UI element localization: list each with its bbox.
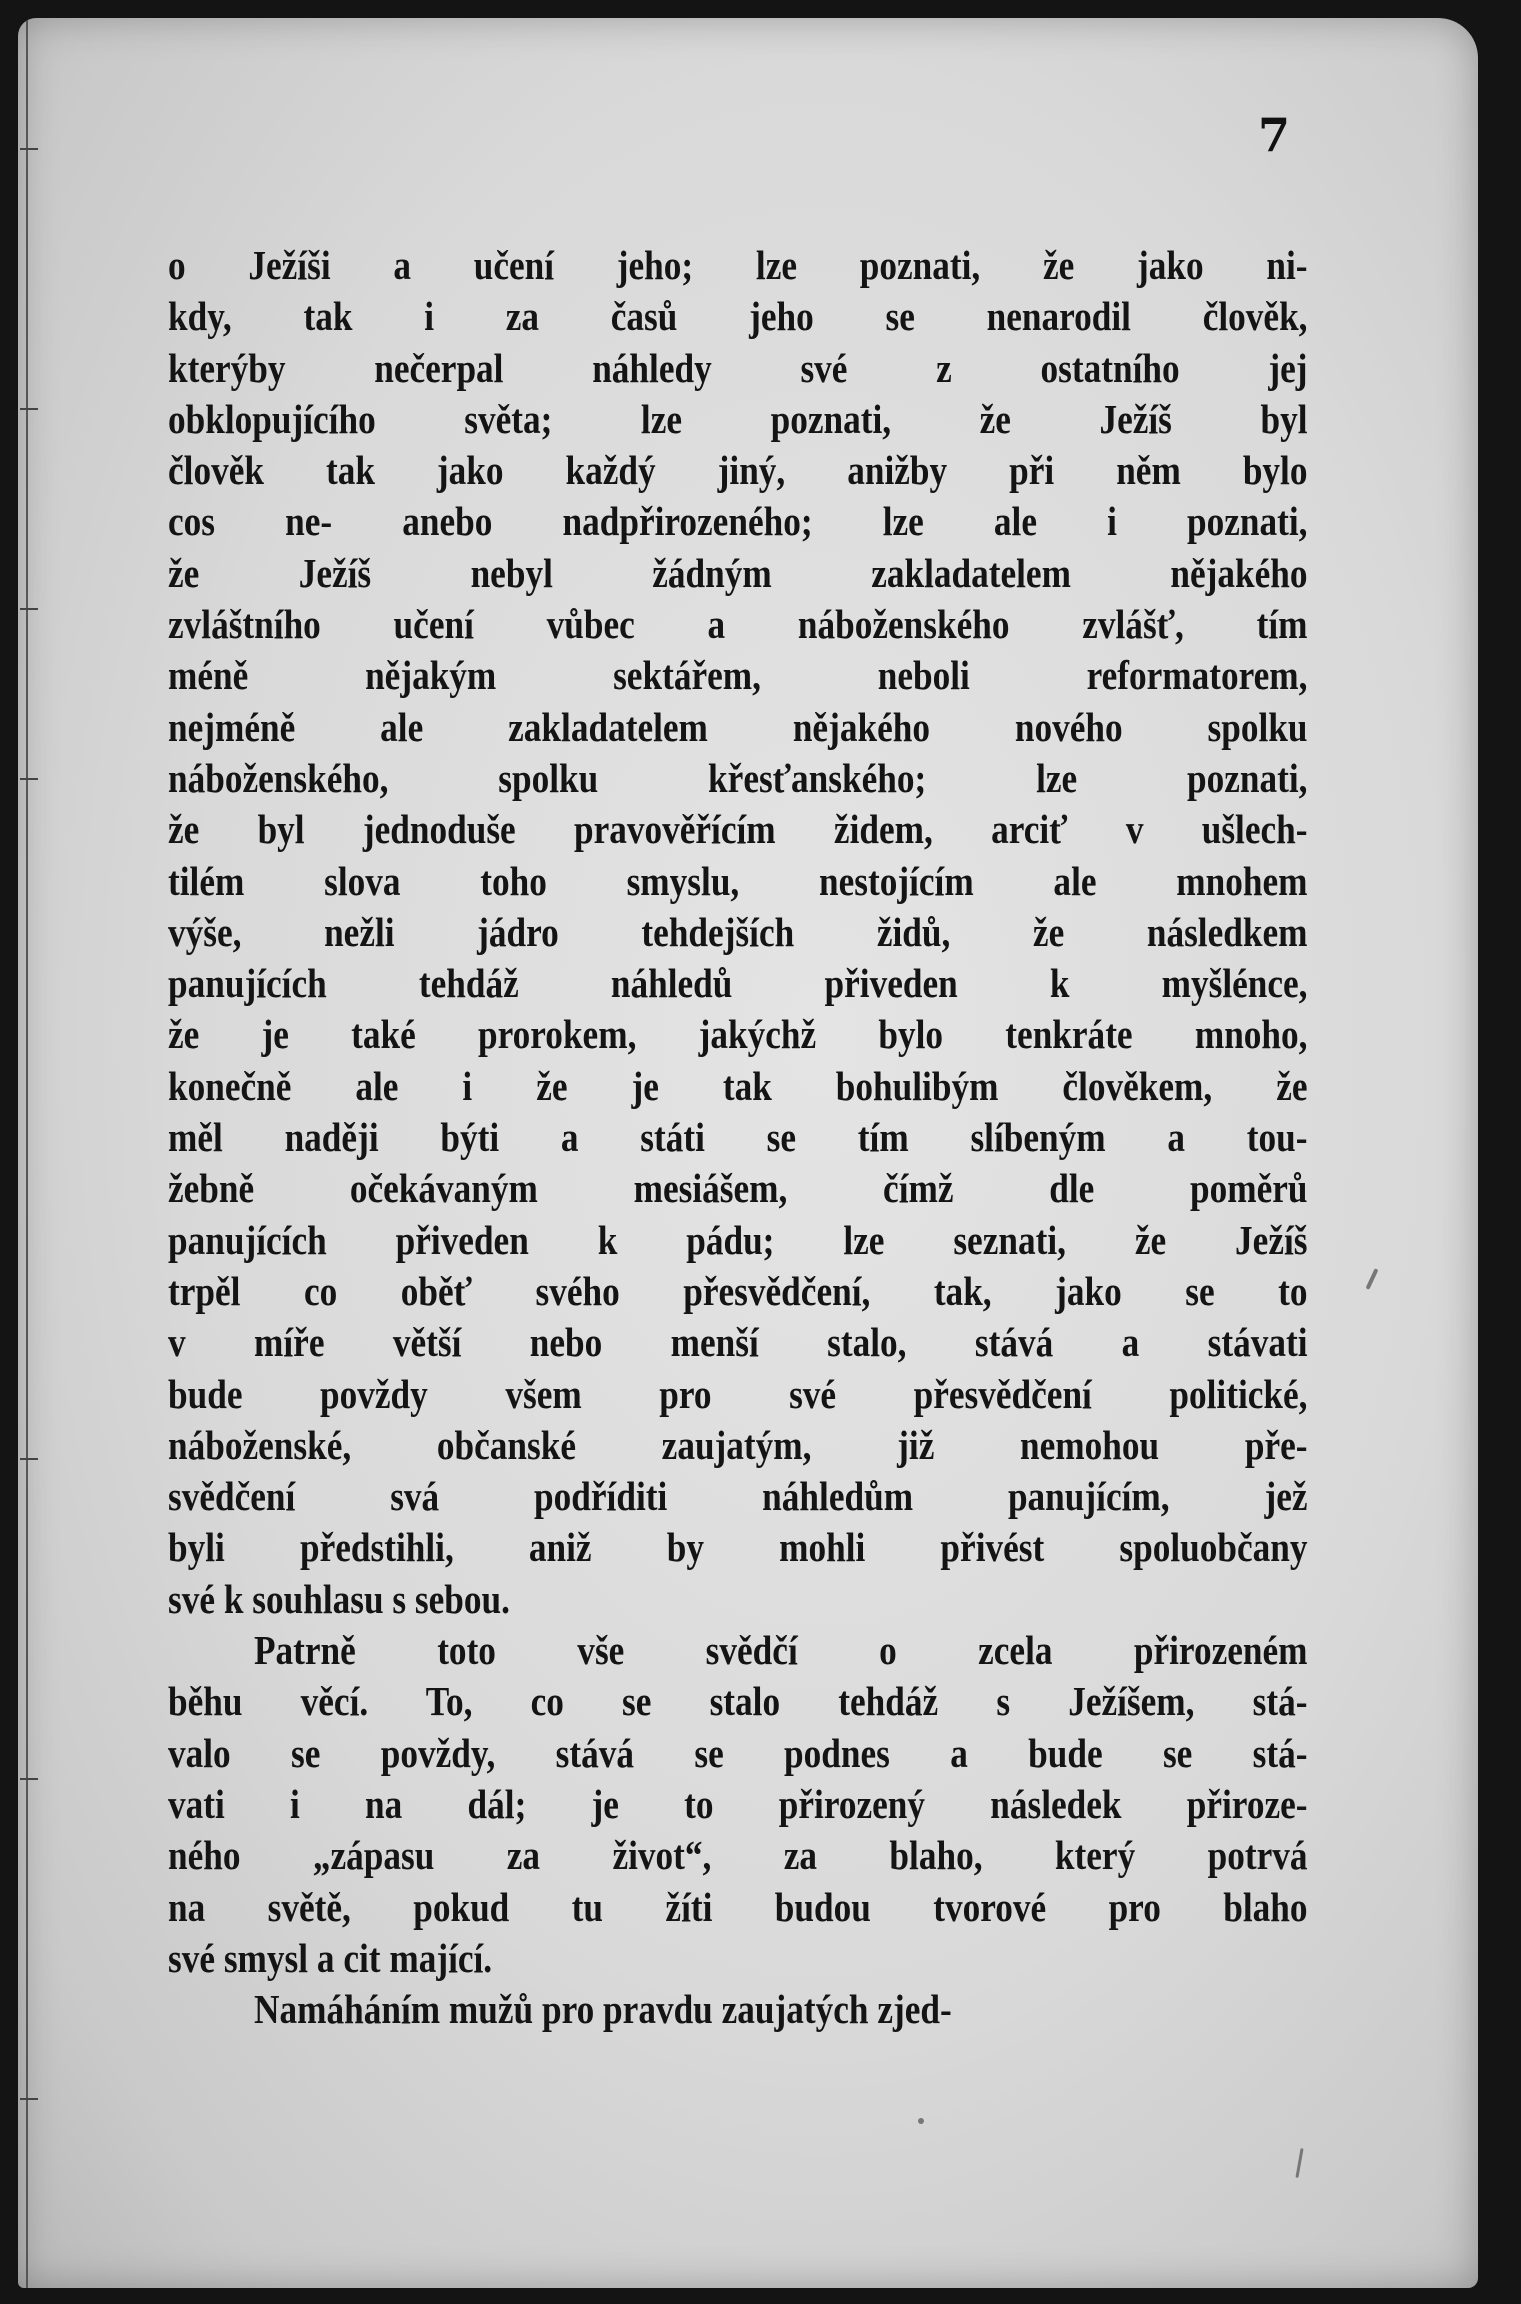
text-line: svědčení svá podříditi náhledům panujícím, jež — [168, 1473, 1308, 1520]
text-line: nejméně ale zakladatelem nějakého nového spolku — [168, 703, 1308, 750]
text-line: trpěl co oběť svého přesvědčení, tak, jako se to — [168, 1267, 1308, 1314]
text-line: byli předstihli, aniž by mohli přivést spoluobčany — [168, 1524, 1308, 1571]
margin-tick — [20, 778, 38, 780]
text-line: v míře větší nebo menší stalo, stává a stávati — [168, 1319, 1308, 1366]
text-line: kdy, tak i za časů jeho se nenarodil člověk, — [168, 293, 1308, 340]
text-line: žebně očekávaným mesiášem, čímž dle poměrů — [168, 1165, 1308, 1212]
text-line: konečně ale i že je tak bohulibým člověkem, že — [168, 1062, 1308, 1109]
text-line: měl naději býti a státi se tím slíbeným a tou- — [168, 1114, 1308, 1161]
text-line: že byl jednoduše pravověřícím židem, arciť v ušlech- — [168, 806, 1308, 853]
binding-edge — [26, 18, 28, 2288]
paper-speck — [1295, 2148, 1303, 2178]
paragraph — [168, 240, 1308, 1625]
text-line: bude povždy všem pro své přesvědčení politické, — [168, 1370, 1308, 1417]
body-text — [168, 240, 1308, 2035]
text-line: valo se povždy, stává se podnes a bude se stá- — [168, 1729, 1308, 1776]
text-line: tilém slova toho smyslu, nestojícím ale mnohem — [168, 857, 1308, 904]
text-line: o Ježíši a učení jeho; lze poznati, že jako ni- — [168, 242, 1308, 288]
paper-speck — [918, 2118, 924, 2124]
text-line: ného „zápasu za život“, za blaho, který potrvá — [168, 1832, 1308, 1879]
text-line: výše, nežli jádro tehdejších židů, že následkem — [168, 908, 1308, 955]
text-line: méně nějakým sektářem, neboli reformatorem, — [168, 652, 1308, 699]
margin-tick — [20, 1778, 38, 1780]
paragraph — [168, 1625, 1308, 1984]
text-line: zvláštního učení vůbec a náboženského zvlášť, tím — [168, 601, 1308, 648]
text-line: běhu věcí. To, co se stalo tehdáž s Ježíšem, stá- — [168, 1678, 1308, 1725]
paragraph — [168, 1984, 1308, 2035]
page-number: 7 — [1258, 108, 1291, 162]
text-line: své k souhlasu s sebou. — [168, 1575, 510, 1622]
text-line: vati i na dál; je to přirozený následek přiroze- — [168, 1780, 1308, 1827]
text-line: člověk tak jako každý jiný, anižby při něm bylo — [168, 447, 1308, 494]
text-line: kterýby nečerpal náhledy své z ostatního jej — [168, 344, 1308, 391]
paper-speck — [1366, 1268, 1379, 1290]
margin-tick — [20, 608, 38, 610]
margin-tick — [20, 1458, 38, 1460]
text-line: panujících tehdáž náhledů přiveden k myšlénce, — [168, 960, 1308, 1007]
text-line: Namáháním mužů pro pravdu zaujatých zjed- — [254, 1986, 952, 2033]
text-line: náboženského, spolku křesťanského; lze poznati, — [168, 754, 1308, 801]
text-line: své smysl a cit mající. — [168, 1934, 493, 1981]
text-line: obklopujícího světa; lze poznati, že Ježíš byl — [168, 395, 1308, 442]
text-line: že je také prorokem, jakýchž bylo tenkráte mnoho, — [168, 1011, 1308, 1058]
text-line: náboženské, občanské zaujatým, již nemohou pře- — [168, 1421, 1308, 1468]
margin-tick — [20, 408, 38, 410]
text-line: cos ne- anebo nadpřirozeného; lze ale i poznati, — [168, 498, 1308, 545]
text-line: že Ježíš nebyl žádným zakladatelem nějakého — [168, 549, 1308, 596]
book-page — [18, 18, 1478, 2288]
text-line: panujících přiveden k pádu; lze seznati, že Ježíš — [168, 1216, 1308, 1263]
margin-tick — [20, 148, 38, 150]
margin-tick — [20, 2098, 38, 2100]
text-line: na světě, pokud tu žíti budou tvorové pro blaho — [168, 1883, 1308, 1930]
text-line: Patrně toto vše svědčí o zcela přirozeném — [254, 1627, 1308, 1674]
